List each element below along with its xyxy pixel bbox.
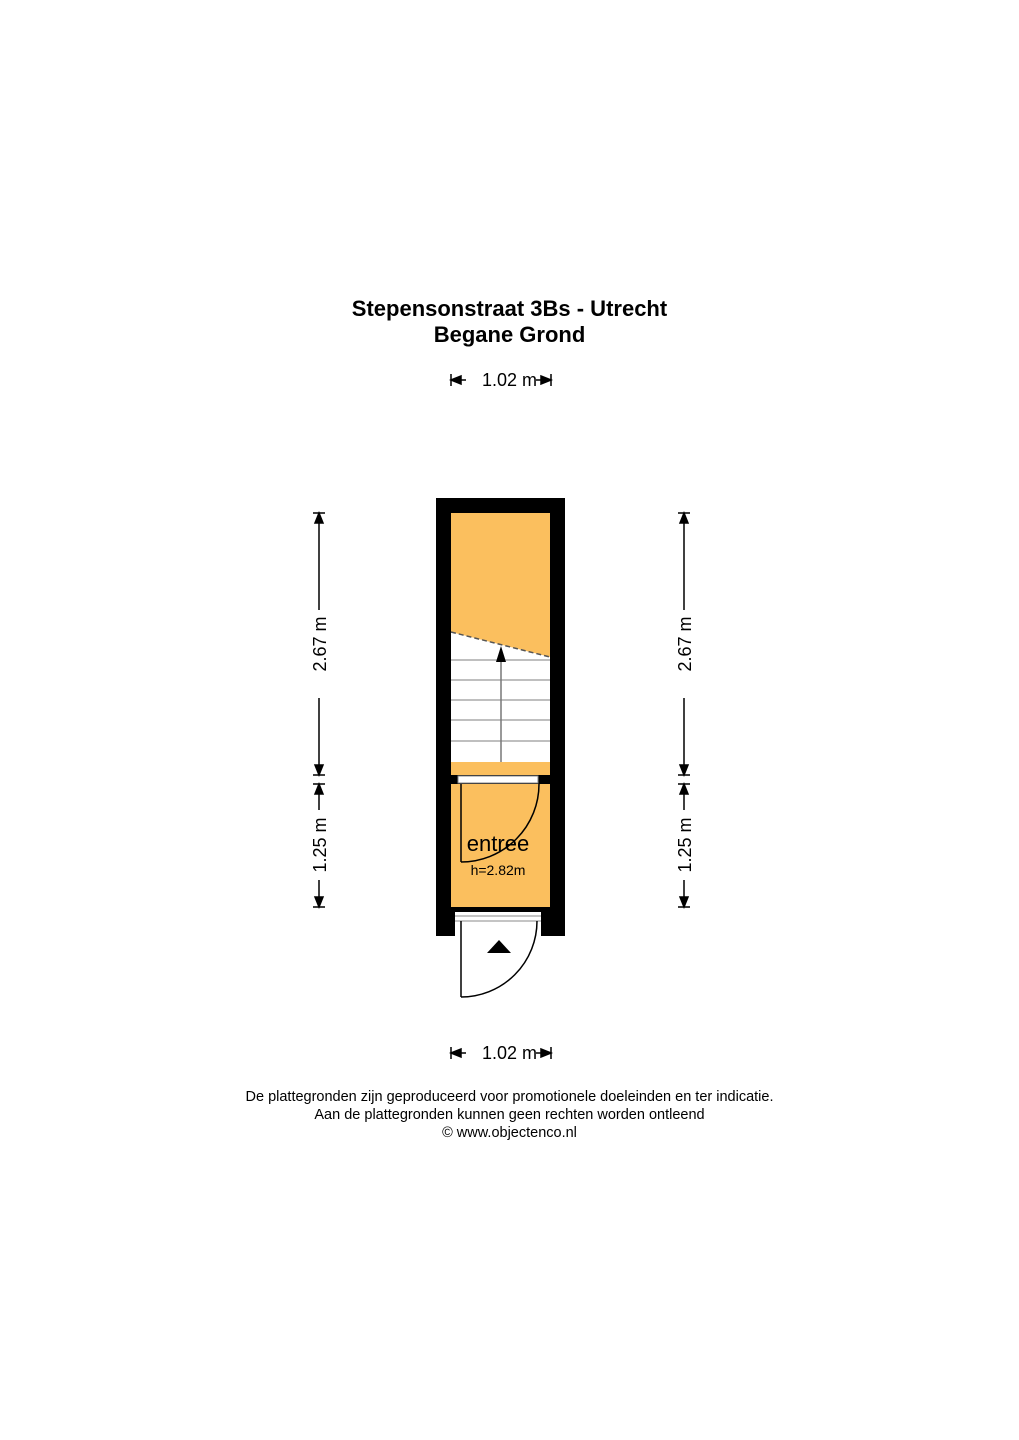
dim-right-lower: 1.25 m — [675, 817, 695, 873]
dimension-top — [0, 370, 1019, 391]
dim-left-upper: 2.67 m — [310, 616, 330, 672]
inner-door-opening — [458, 776, 538, 783]
dim-width-bottom: 1.02 m — [481, 1043, 538, 1063]
room-height: h=2.82m — [470, 862, 526, 878]
dimension-bottom — [0, 1043, 1019, 1064]
landing — [451, 762, 550, 775]
entrance-arrow-icon — [487, 940, 511, 953]
room-name: entree — [466, 831, 530, 856]
plan-title: Stepensonstraat 3Bs - Utrecht — [351, 296, 668, 321]
copyright: © www.objectenco.nl — [442, 1125, 577, 1141]
dim-width-top: 1.02 m — [481, 370, 538, 390]
disclaimer-line-2: Aan de plattegronden kunnen geen rechten worden ontleend — [314, 1107, 705, 1123]
floor-name: Begane Grond — [433, 322, 586, 347]
dim-left-lower: 1.25 m — [310, 817, 330, 873]
disclaimer-line-1: De plattegronden zijn geproduceerd voor promotionele doeleinden en ter indicatie. — [245, 1089, 774, 1105]
dim-right-upper: 2.67 m — [675, 616, 695, 672]
